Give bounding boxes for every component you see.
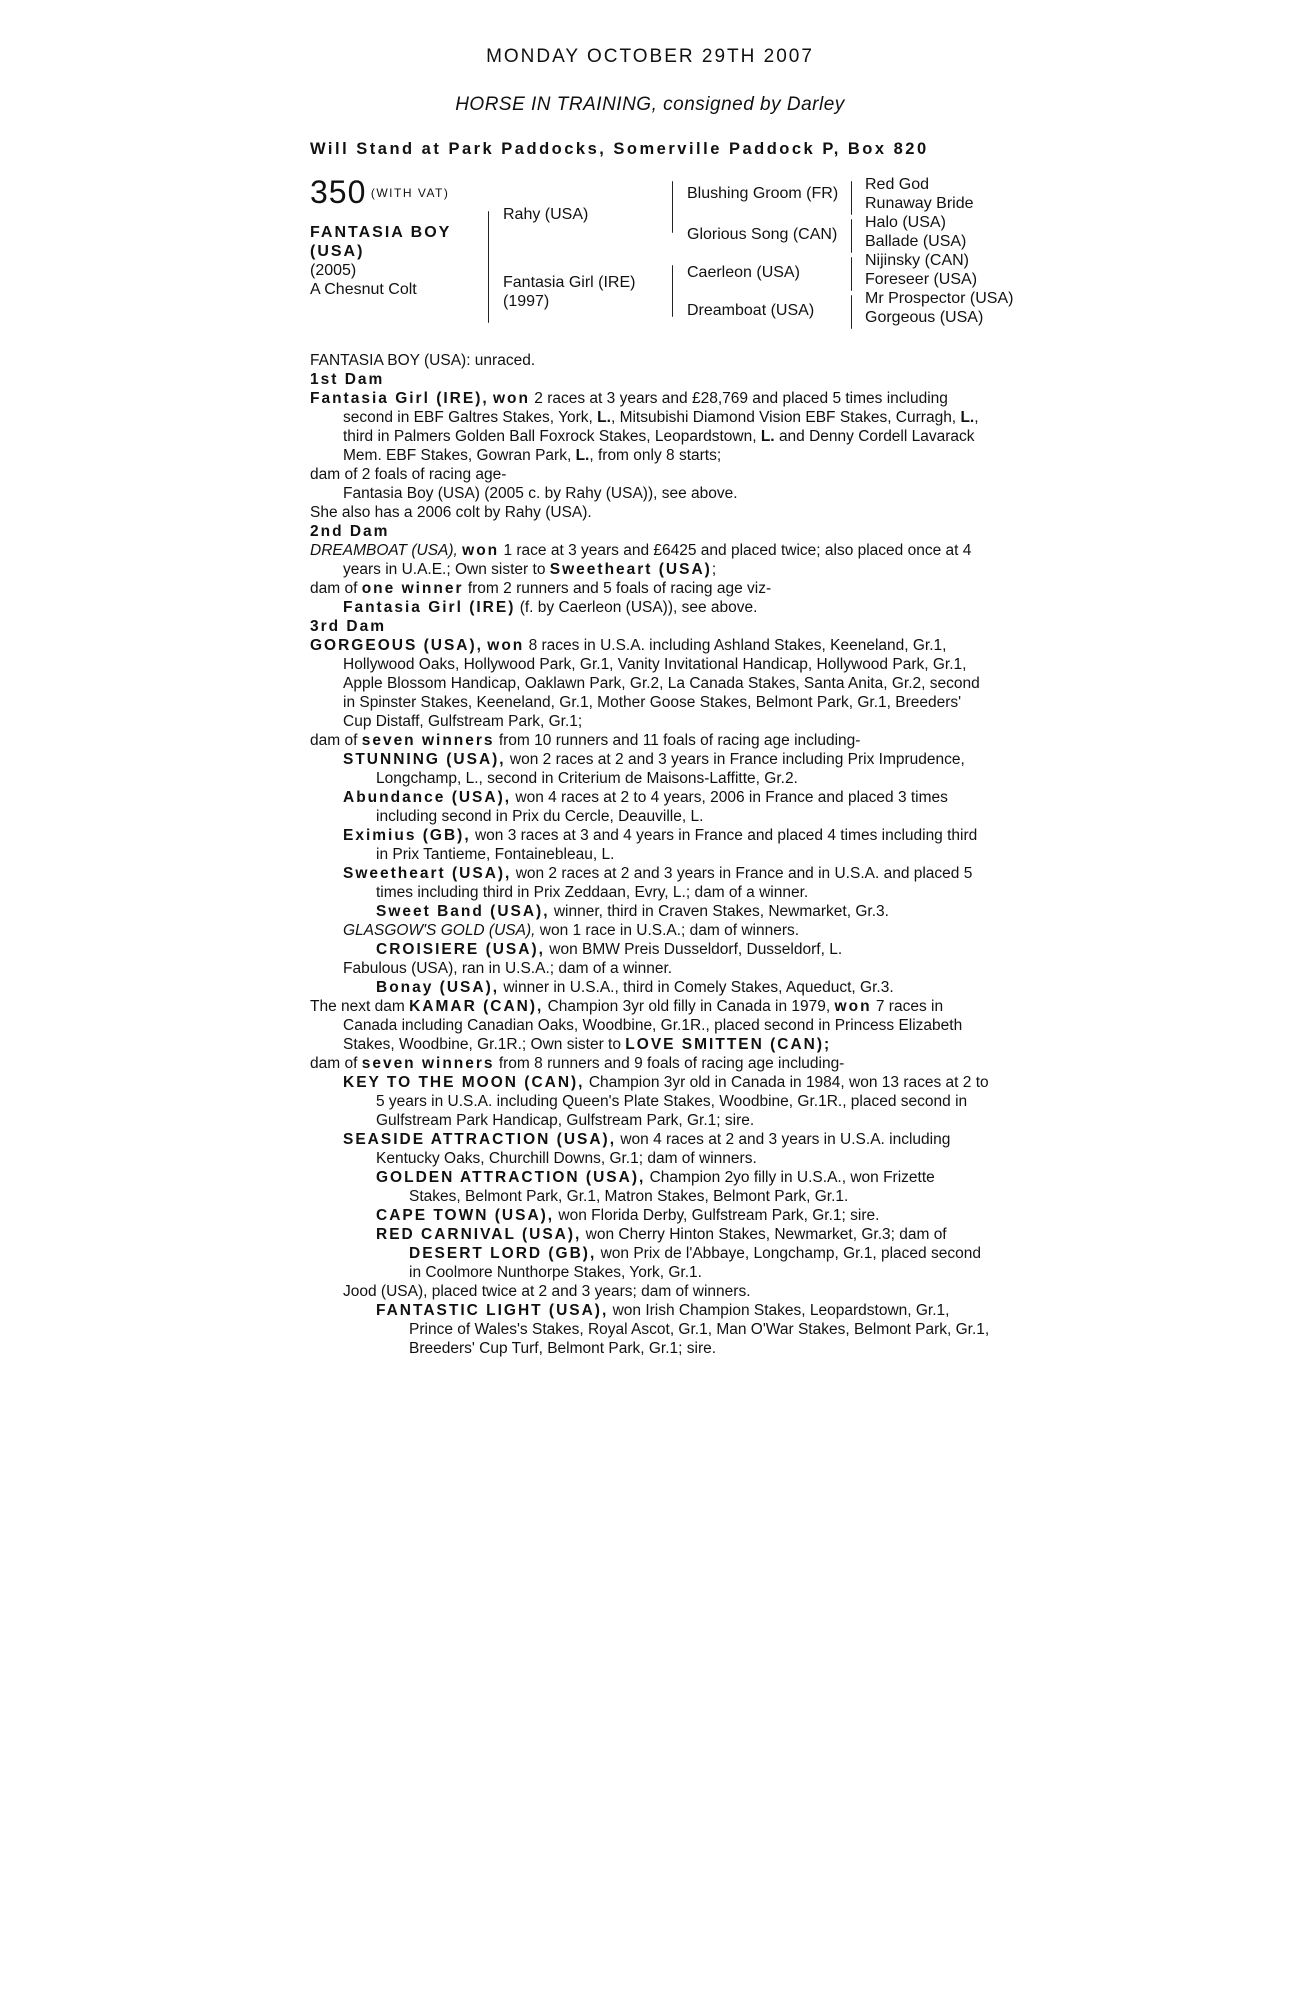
next-dam-text: Champion 3yr old filly in Canada in 1979, (547, 998, 831, 1015)
second-dam-name: DREAMBOAT (USA), (310, 542, 458, 559)
progeny-entry (310, 1301, 990, 1358)
horse-year: (2005) (310, 262, 357, 279)
progeny-text: Champion 3yr old in Canada in 1984, won 13 races at 2 to 5 years in U.S.A. including Queen's Plate Stakes, Woodbine, Gr.1R., placed second in Gulfstream Park Handicap, Gulfstream Park, Gr.1; sire. (376, 1074, 989, 1129)
produce-text: from 2 runners and 5 foals of racing age viz- (467, 580, 772, 597)
first-dam-foal: Fantasia Boy (USA) (2005 c. by Rahy (USA)), see above. (343, 485, 738, 502)
progeny-entry (310, 940, 990, 959)
dam-of-label: dam of (310, 580, 358, 597)
dam-sire: Caerleon (USA) (687, 264, 800, 281)
first-dam-text: 2 races at 3 years and £28,769 and placed 5 times including second in EBF Galtres Stakes, York, (343, 390, 948, 426)
dam-of-label: dam of (310, 1055, 358, 1072)
first-dam-text: , Mitsubishi Diamond Vision EBF Stakes, Curragh, (610, 409, 957, 426)
horse-country: (USA) (310, 243, 365, 260)
progeny-entry (310, 750, 990, 788)
progeny-entry (310, 1168, 990, 1206)
pedigree-bracket (851, 219, 852, 253)
first-dam-text: , from only 8 starts; (589, 447, 722, 464)
progeny-text: winner, third in Craven Stakes, Newmarket, Gr.3. (553, 903, 889, 920)
progeny-text: won Irish Champion Stakes, Leopardstown, Gr.1, Prince of Wales's Stakes, Royal Ascot, Gr.1, Man O'War Stakes, Belmont Park, Gr.1, Breeders' Cup Turf, Belmont Park, Gr.1; sire. (409, 1302, 990, 1357)
won-label: won (492, 390, 530, 407)
dam-year: (1997) (503, 293, 550, 310)
next-dam-name: KAMAR (CAN), (409, 998, 544, 1015)
pedigree-bracket (488, 211, 489, 323)
horse-name: FANTASIA BOY (310, 224, 452, 241)
g3-8: Gorgeous (USA) (865, 309, 984, 326)
progeny-entry (310, 788, 990, 826)
progeny-entry (310, 921, 990, 940)
progeny-entry (310, 1130, 990, 1168)
progeny-entry (310, 978, 990, 997)
produce-text: from 8 runners and 9 foals of racing age including- (498, 1055, 845, 1072)
pedigree-block (310, 174, 1014, 351)
race-record: FANTASIA BOY (USA): unraced. (310, 352, 536, 369)
progeny-name: Eximius (GB), (343, 827, 471, 844)
won-label: won (834, 998, 872, 1015)
g3-3: Halo (USA) (865, 214, 946, 231)
progeny-entry (310, 1206, 990, 1225)
pedigree-bracket (672, 181, 673, 233)
pedigree-bracket (672, 265, 673, 317)
pedigree-bracket (851, 257, 852, 291)
listed-mark: L. (575, 447, 590, 464)
sister-name: LOVE SMITTEN (CAN); (625, 1036, 832, 1053)
consignment-line: HORSE IN TRAINING, consigned by Darley (455, 94, 845, 115)
progeny-name: DESERT LORD (GB), (409, 1245, 597, 1262)
pedigree-bracket (851, 181, 852, 215)
catalogue-page (310, 46, 1014, 1358)
progeny-name: CROISIERE (USA), (376, 941, 545, 958)
progeny-name: CAPE TOWN (USA), (376, 1207, 555, 1224)
progeny-text: won 2 races at 2 and 3 years in France including Prix Imprudence, Longchamp, L., second in Criterium de Maisons-Laffitte, Gr.2. (376, 751, 965, 787)
second-dam-heading: 2nd Dam (310, 523, 390, 540)
progeny-text: winner in U.S.A., third in Comely Stakes, Aqueduct, Gr.3. (503, 979, 894, 996)
progeny-text: won Florida Derby, Gulfstream Park, Gr.1; sire. (558, 1207, 880, 1224)
second-dam-foal (310, 598, 990, 617)
progeny-text: won Prix de l'Abbaye, Longchamp, Gr.1, placed second in Coolmore Nunthorpe Stakes, York, Gr.1. (409, 1245, 981, 1281)
progeny-name: Sweetheart (USA), (343, 865, 512, 882)
dam-dam: Dreamboat (USA) (687, 302, 815, 319)
sister-name: Sweetheart (USA) (549, 561, 712, 578)
progeny-text: won 4 races at 2 to 4 years, 2006 in France and placed 3 times including second in Prix du Cercle, Deauville, L. (376, 789, 948, 825)
progeny-name: SEASIDE ATTRACTION (USA), (343, 1131, 617, 1148)
first-dam-name: Fantasia Girl (IRE), (310, 390, 489, 407)
third-dam-produce (310, 731, 990, 750)
lot-number: 350 (310, 174, 367, 210)
progeny-name: STUNNING (USA), (343, 751, 506, 768)
stand-location: Will Stand at Park Paddocks, Somerville Paddock P, Box 820 (310, 140, 929, 158)
catalogue-notes (310, 351, 990, 1358)
progeny-text: won Cherry Hinton Stakes, Newmarket, Gr.3; dam of (585, 1226, 947, 1243)
third-dam-heading: 3rd Dam (310, 618, 387, 635)
dam: Fantasia Girl (IRE) (503, 274, 636, 291)
third-dam-name: GORGEOUS (USA), (310, 637, 483, 654)
winners-count: seven winners (361, 732, 495, 749)
progeny-name: GOLDEN ATTRACTION (USA), (376, 1169, 646, 1186)
first-dam-also: She also has a 2006 colt by Rahy (USA). (310, 504, 592, 521)
vat-note: (WITH VAT) (370, 186, 450, 200)
g3-4: Ballade (USA) (865, 233, 967, 250)
listed-mark: L. (597, 409, 611, 426)
progeny-text: won 3 races at 3 and 4 years in France and placed 4 times including third in Prix Tantieme, Fontainebleau, L. (376, 827, 978, 863)
sire-sire: Blushing Groom (FR) (687, 185, 839, 202)
winners-count: one winner (361, 580, 464, 597)
progeny-name: RED CARNIVAL (USA), (376, 1226, 582, 1243)
foal-name: Fantasia Girl (IRE) (343, 599, 516, 616)
second-dam-produce (310, 579, 990, 598)
won-label: won (462, 542, 500, 559)
progeny-name: FANTASTIC LIGHT (USA), (376, 1302, 609, 1319)
third-dam-entry (310, 636, 990, 731)
progeny-name: Abundance (USA), (343, 789, 512, 806)
produce-text: from 10 runners and 11 foals of racing age including- (498, 732, 861, 749)
first-dam-text: and Denny Cordell Lavarack Mem. EBF Stakes, Gowran Park, (343, 428, 975, 464)
second-dam-entry: DREAMBOAT (USA), won 1 race at 3 years and £6425 and placed twice; also placed once at 4 years in U.A.E.; Own sister to Sweetheart (USA); (310, 542, 972, 578)
progeny-entry (310, 1073, 990, 1130)
progeny-entry (310, 864, 990, 902)
listed-mark: L. (960, 409, 975, 426)
next-dam-lead: The next dam (310, 998, 405, 1015)
progeny-text: Champion 2yo filly in U.S.A., won Frizette Stakes, Belmont Park, Gr.1, Matron Stakes, Belmont Park, Gr.1. (409, 1169, 935, 1205)
g3-1: Red God (865, 176, 930, 193)
progeny-name: Bonay (USA), (376, 979, 500, 996)
progeny-entry (310, 902, 990, 921)
progeny-entry (310, 826, 990, 864)
first-dam-produce: dam of 2 foals of racing age- (310, 466, 507, 483)
listed-mark: L. (760, 428, 775, 445)
next-dam-entry (310, 997, 990, 1054)
pedigree-bracket (851, 295, 852, 329)
g3-7: Mr Prospector (USA) (865, 290, 1014, 307)
sire-dam: Glorious Song (CAN) (687, 226, 838, 243)
progeny-entry (310, 1225, 990, 1282)
foal-text: (f. by Caerleon (USA)), see above. (519, 599, 758, 616)
progeny-text: won BMW Preis Dusseldorf, Dusseldorf, L. (549, 941, 843, 958)
progeny-entry: Fabulous (USA), ran in U.S.A.; dam of a winner. (343, 960, 673, 977)
progeny-text: won 4 races at 2 and 3 years in U.S.A. including Kentucky Oaks, Churchill Downs, Gr.1; dam of winners. (376, 1131, 951, 1167)
next-dam-produce (310, 1054, 990, 1073)
horse-description: A Chesnut Colt (310, 281, 417, 298)
first-dam-heading: 1st Dam (310, 371, 385, 388)
first-dam-text: , third in Palmers Golden Ball Foxrock Stakes, Leopardstown, (343, 409, 979, 445)
progeny-text: won 1 race in U.S.A.; dam of winners. (539, 922, 800, 939)
progeny-text: won 2 races at 2 and 3 years in France and in U.S.A. and placed 5 times including third in Prix Zeddaan, Evry, L.; dam of a winner. (376, 865, 973, 901)
g3-6: Foreseer (USA) (865, 271, 978, 288)
g3-5: Nijinsky (CAN) (865, 252, 969, 269)
lot-number-line (310, 174, 450, 210)
progeny-entry: Jood (USA), placed twice at 2 and 3 years; dam of winners. (343, 1283, 751, 1300)
sale-date: MONDAY OCTOBER 29TH 2007 (486, 46, 814, 67)
g3-2: Runaway Bride (865, 195, 974, 212)
next-dam-text: 7 races in Canada including Canadian Oaks, Woodbine, Gr.1R., placed second in Princess Elizabeth Stakes, Woodbine, Gr.1R.; Own sister to (343, 998, 963, 1053)
winners-count: seven winners (361, 1055, 495, 1072)
third-dam-text: 8 races in U.S.A. including Ashland Stakes, Keeneland, Gr.1, Hollywood Oaks, Hollywood Park, Gr.1, Vanity Invitational Handicap, Hollywood Park, Gr.1, Apple Blossom Handicap, Oaklawn Park, Gr.2, La Canada Stakes, Santa Anita, Gr.2, second in Spinster Stakes, Keeneland, Gr.1, Mother Goose Stakes, Belmont Park, Gr.1, Breeders' Cup Distaff, Gulfstream Park, Gr.1; (343, 637, 980, 730)
progeny-name: KEY TO THE MOON (CAN), (343, 1074, 585, 1091)
progeny-name: GLASGOW'S GOLD (USA), (343, 922, 536, 939)
progeny-name: Sweet Band (USA), (376, 903, 550, 920)
own-sister-label: Own sister to (455, 561, 546, 578)
dam-of-label: dam of (310, 732, 358, 749)
won-label: won (487, 637, 525, 654)
first-dam-entry (310, 389, 990, 465)
sire: Rahy (USA) (503, 206, 589, 223)
second-dam-text: 1 race at 3 years and £6425 and placed twice; also placed once at 4 years in U.A.E.; (343, 542, 972, 578)
